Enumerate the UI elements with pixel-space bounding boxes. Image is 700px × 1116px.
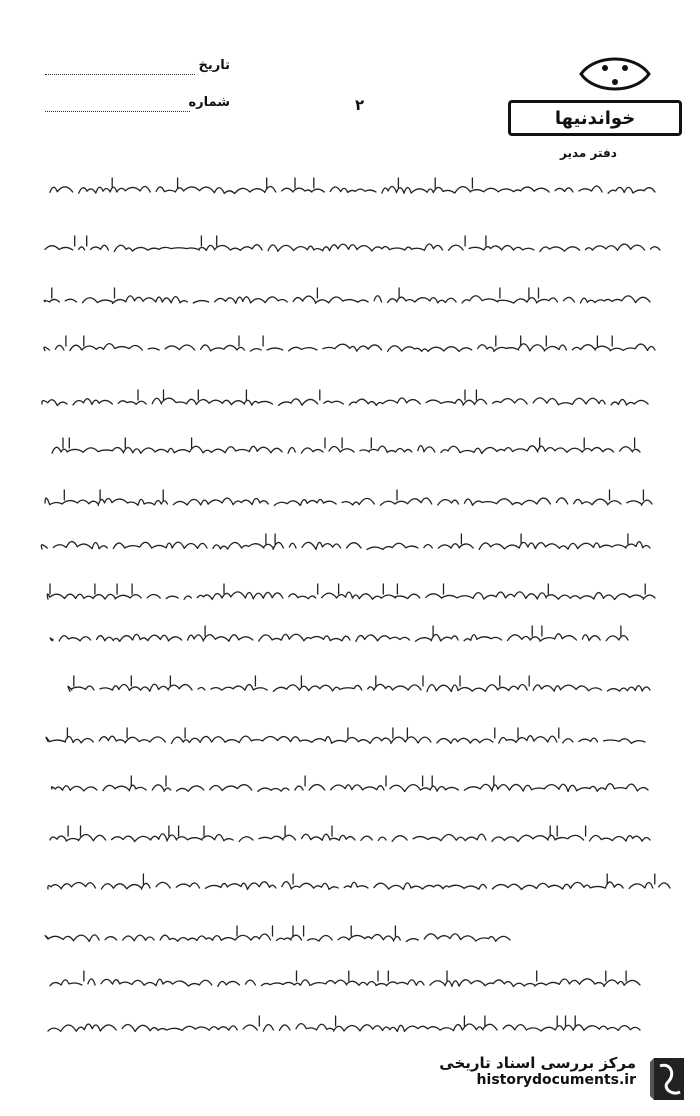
number-label: شماره xyxy=(188,95,230,110)
office-label: دفتر مدیر xyxy=(560,146,617,160)
handwritten-line xyxy=(46,728,645,743)
watermark-url: historydocuments.ir xyxy=(476,1072,636,1088)
handwritten-line xyxy=(42,390,648,406)
handwritten-line xyxy=(46,626,628,641)
logo-wordmark: خواندنیها xyxy=(508,100,682,136)
page-number: ۲ xyxy=(355,96,365,114)
handwritten-line xyxy=(39,236,660,251)
handwritten-line xyxy=(48,874,670,890)
handwritten-line xyxy=(48,1016,640,1032)
handwritten-line xyxy=(41,534,650,550)
handwritten-line xyxy=(44,336,655,351)
handwritten-line xyxy=(45,926,510,942)
watermark-title: مرکز بررسی اسناد تاریخی xyxy=(439,1054,636,1072)
handwritten-line xyxy=(46,438,640,454)
handwritten-line xyxy=(44,971,640,987)
watermark xyxy=(412,1048,692,1112)
handwritten-line xyxy=(51,776,648,792)
archive-scroll-icon xyxy=(646,1052,692,1106)
date-label: تاریخ xyxy=(198,58,230,73)
handwritten-line xyxy=(44,288,650,304)
watermark-text xyxy=(439,1054,636,1088)
handwritten-line xyxy=(39,490,652,506)
handwritten-line xyxy=(50,826,650,842)
handwritten-line xyxy=(47,584,655,600)
handwritten-line xyxy=(68,676,650,691)
handwritten-line xyxy=(44,178,655,194)
